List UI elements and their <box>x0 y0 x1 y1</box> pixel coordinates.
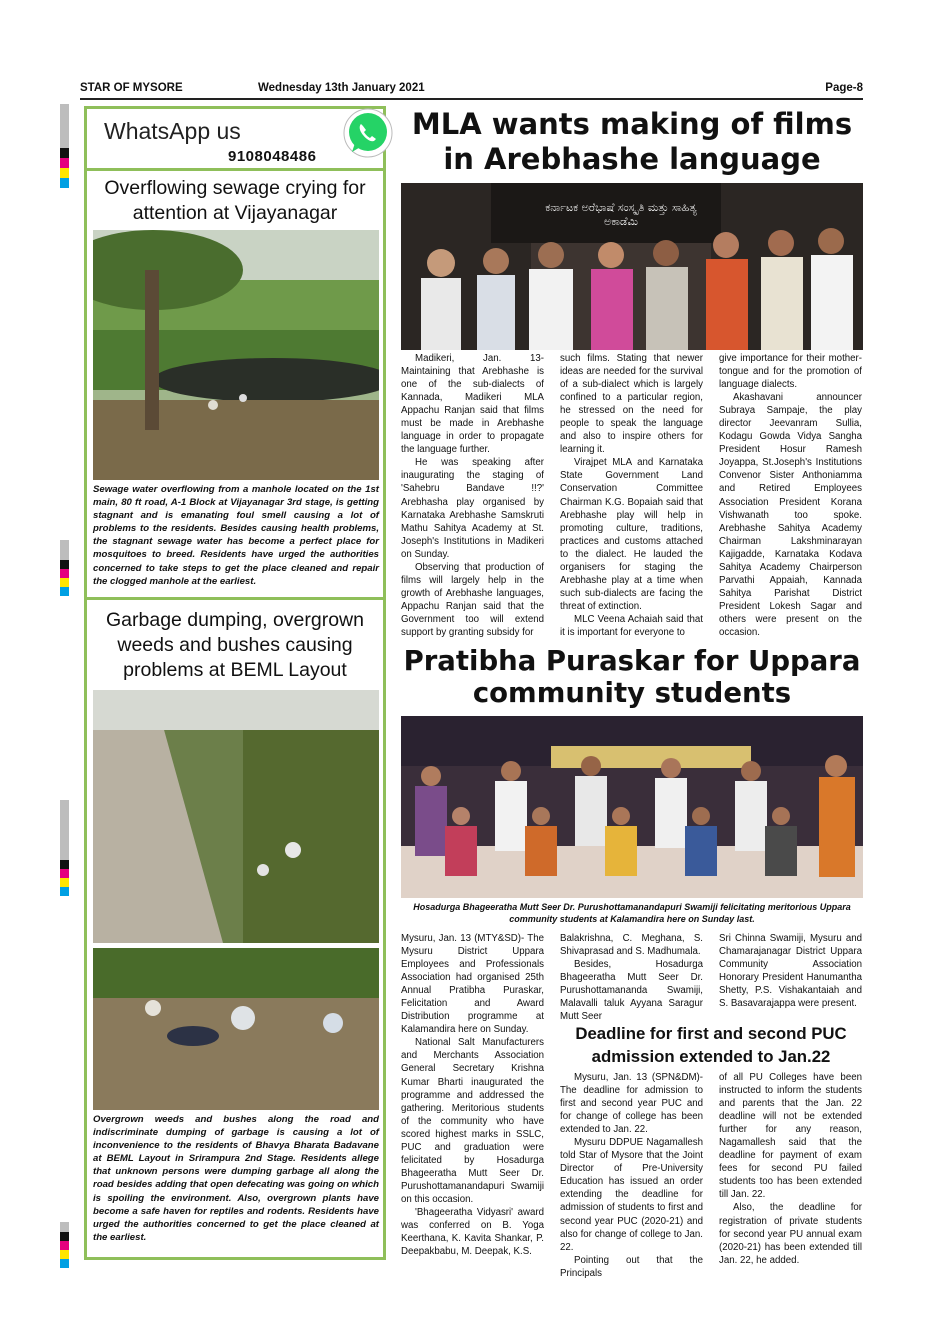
registration-yellow <box>60 1250 69 1259</box>
paragraph: Also, the deadline for registration of private students for second year PU annual exam (2020-21) has been extended till Jan. 22, he added. <box>719 1202 862 1266</box>
registration-yellow <box>60 168 69 178</box>
sewage-photo <box>93 230 379 480</box>
whatsapp-icon[interactable] <box>340 106 396 162</box>
masthead <box>80 80 863 96</box>
paragraph: Balakrishna, C. Meghana, S. Shivaprasad and S. Madhumala. <box>560 933 703 958</box>
garbage-caption: Overgrown weeds and bushes along the road and indiscriminate dumping of garbage is causing a lot of inconvenience to the residents of Bhavya Bharata Badavane at BEML Layout in Srirampura 2nd Stage. Residents allege that unknown persons were dumping garbage all along the road besides adding that open defecating was going on which is spoiling the environment. Also, overgrown plants have become a safe haven for reptiles and rodents. Residents have urged the authorities concerned to get the place cleaned at the earliest. <box>93 1114 379 1243</box>
paragraph: Mysuru DDPUE Nagamallesh told Star of Mysore that the Joint Director of Pre-University Education has issued an order extending the deadline for admission of students to first and second year PUC (2020-21) and also for change of college to Jan. 22. <box>560 1137 703 1253</box>
paragraph: of all PU Colleges have been instructed to inform the students and parents that the Jan. 22 deadline will not be extended further for any reason, Nagamallesh said that the deadline for payment of exam fees for second PU failed students too has been extended till Jan. 22. <box>719 1072 862 1201</box>
puc-headline-line1: Deadline for first and second PUC <box>575 1024 847 1043</box>
paragraph: give importance for their mother-tongue and for the promotion of language dialects. <box>719 353 862 391</box>
registration-black <box>60 860 69 869</box>
registration-magenta <box>60 569 69 578</box>
paragraph: He was speaking after inaugurating the staging of 'Sahebru Bandave !!?' Arebhasha play organised by Karnataka Arebhashe Samskruti Mathu Sahitya Academy at St. Joseph's Institutions in Madikeri on Sunday. <box>401 457 544 560</box>
sewage-headline: Overflowing sewage crying for attention at Vijayanagar <box>104 177 366 224</box>
mla-column-3 <box>719 352 862 639</box>
paragraph: 'Bhageeratha Vidyasri' award was conferred on B. Yoga Keerthana, K. Kavita Shankar, P. Deepakbabu, M. Deepak, K.S. <box>401 1206 544 1258</box>
puc-headline <box>556 1022 866 1068</box>
mla-headline <box>396 107 868 177</box>
registration-gray-bar <box>60 104 69 148</box>
pratibha-headline <box>396 645 868 709</box>
puc-column-2 <box>719 1071 862 1267</box>
registration-cyan <box>60 1259 69 1268</box>
paragraph: Virajpet MLA and Karnataka State Government Land Conservation Committee Chairman K.G. Bopaiah said that Arebhashe play will help in promoting culture, traditions, practices and customs attached to the dialect. He lauded the organisers for staging the Arebhashe play at a time when such sub-dialects are facing the threat of extinction. <box>560 457 703 612</box>
masthead-rule <box>80 98 863 100</box>
whatsapp-number[interactable]: 9108048486 <box>228 148 317 165</box>
puc-column-1 <box>560 1071 703 1280</box>
registration-cyan <box>60 178 69 188</box>
paragraph: Mysuru, Jan. 13 (SPN&DM)- The deadline for admission to first and second year PUC and for change of college has been extended to Jan. 22. <box>560 1072 703 1136</box>
mla-headline-line1: MLA wants making of films <box>411 107 853 141</box>
registration-cyan <box>60 887 69 896</box>
pratibha-headline-line2: community students <box>472 677 792 709</box>
registration-yellow <box>60 578 69 587</box>
registration-cyan <box>60 587 69 596</box>
pratibha-column-3 <box>719 932 862 1010</box>
sewage-caption: Sewage water overflowing from a manhole located on the 1st main, 80 ft road, A-1 Block at Vijayanagar 3rd stage, is getting stagnant and is emanating foul smell causing a lot of problems to the residents. Besides causing health problems, the stagnant sewage water has become a perfect place for mosquitoes to breed. Residents have urged the authorities concerned to take steps to get the place cleaned and repair the clogged manhole at the earliest. <box>93 484 379 587</box>
pratibha-headline-line1: Pratibha Puraskar for Uppara <box>403 645 861 677</box>
registration-gray-bar <box>60 1222 69 1232</box>
mla-column-2 <box>560 352 703 639</box>
mla-headline-line2: in Arebhashe language <box>443 142 821 176</box>
paper-name: STAR OF MYSORE <box>80 82 183 94</box>
registration-gray-bar <box>60 800 69 860</box>
paragraph: MLC Veena Achaiah said that it is important for everyone to <box>560 613 703 638</box>
issue-date: Wednesday 13th January 2021 <box>258 82 425 94</box>
pratibha-column-1 <box>401 932 544 1258</box>
registration-black <box>60 148 69 158</box>
story-separator <box>84 597 386 600</box>
road-weeds-photo <box>93 690 379 943</box>
registration-black <box>60 560 69 569</box>
paragraph: Observing that production of films will largely help in the growth of Arebhashe languages, Appachu Ranjan said that the Government too will extend support by granting subsidy for <box>401 561 544 638</box>
whatsapp-label: WhatsApp us <box>104 118 241 144</box>
registration-gray-bar <box>60 540 69 560</box>
garbage-headline: Garbage dumping, overgrown weeds and bushes causing problems at BEML Layout <box>106 609 364 681</box>
paragraph: Pointing out that the Principals <box>560 1254 703 1279</box>
pratibha-event-photo <box>401 716 863 898</box>
paragraph: Madikeri, Jan. 13- Maintaining that Arebhashe is one of the sub-dialects of Kannada, Madikeri MLA Appachu Ranjan said that films must be made in Arebhashe language in order to propagate the language further. <box>401 353 544 456</box>
mla-event-photo <box>401 183 863 350</box>
mla-column-1 <box>401 352 544 639</box>
registration-yellow <box>60 878 69 887</box>
page-number: Page-8 <box>825 82 863 94</box>
garbage-photo <box>93 948 379 1110</box>
pratibha-caption: Hosadurga Bhageeratha Mutt Seer Dr. Purushottamanandapuri Swamiji felicitating meritorious Uppara community students at Kalamandira here on Sunday last. <box>413 902 851 924</box>
registration-magenta <box>60 158 69 168</box>
registration-magenta <box>60 869 69 878</box>
paragraph: National Salt Manufacturers and Merchants Association General Secretary Krishna Kumar Bharti inaugurated the programme and addressed the gathering. Meritorious students of the community who have scored highest marks in SSLC, PUC and graduation were felicitated by Hosadurga Bhageeratha Mutt Seer Dr. Purushottamanandapuri Swamiji on this occasion. <box>401 1037 544 1205</box>
registration-black <box>60 1232 69 1241</box>
mla-event-banner: ಕರ್ನಾಟಕ ಅರೆಭಾಷೆ ಸಂಸ್ಕೃತಿ ಮತ್ತು ಸಾಹಿತ್ಯ ಅಕಾಡೆಮಿ <box>545 201 697 228</box>
puc-headline-line2: admission extended to Jan.22 <box>591 1047 831 1066</box>
pratibha-column-2 <box>560 932 703 1023</box>
whatsapp-separator <box>84 168 386 171</box>
paragraph: Besides, Hosadurga Bhageeratha Mutt Seer Dr. Purushottamananda Swamiji, Malavalli taluk Ayyana Saragur Mutt Seer <box>560 959 703 1023</box>
paragraph: Akashavani announcer Subraya Sampaje, the play director Jeevanram Sullia, Kodagu Gowda Vidya Sangha President Hosur Ramesh Joyappa, St.Joseph's Institutions Convenor Sister Anthoniamma and Retired Employees Association President Korana Vishwanath too spoke. Arebhashe Sahitya Academy Chairman Lakshminarayan Kajigadde, Karnataka Kodava Sahitya Academy Chairperson Parvathi Appaiah, Kannada Sahitya Parishat District President Lokesh Sagar and others were present on the occasion. <box>719 392 862 638</box>
paragraph: such films. Stating that newer ideas are needed for the survival of a sub-dialect which is largely confined to a particular region, he stressed on the need for people to speak the language and also to inspire others for learning it. <box>560 353 703 456</box>
paragraph: Sri Chinna Swamiji, Mysuru and Chamarajanagar District Uppara Community Association Honorary President Hanumantha Shetty, P.S. Vishakantaiah and S. Basavarajappa were present. <box>719 933 862 1010</box>
paragraph: Mysuru, Jan. 13 (MTY&SD)- The Mysuru District Uppara Employees and Professionals Association had organised 25th Annual Pratibha Puraskar, Felicitation and Award Distribution programme at Kalamandira here on Sunday. <box>401 933 544 1036</box>
registration-magenta <box>60 1241 69 1250</box>
